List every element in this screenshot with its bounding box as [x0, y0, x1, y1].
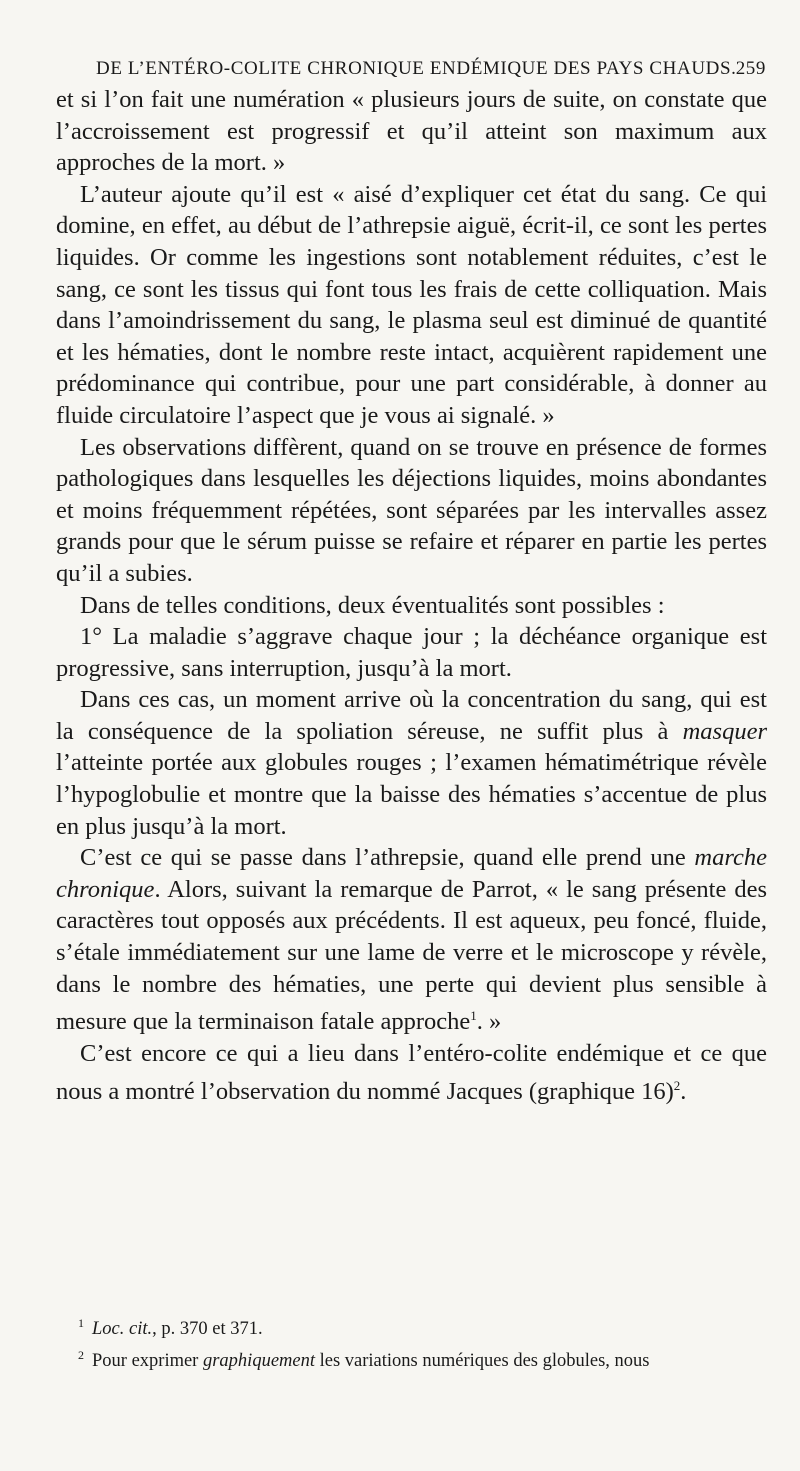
paragraph-2-text: L’auteur ajoute qu’il est « aisé d’expliquer cet état du sang. Ce qui domine, en effet, au début de l’athrepsie aiguë, écrit-il, ce sont les pertes liquides. Or comme les ingestions sont notablement réduites, c’est le sang, ce sont les tissus qui font tous les frais de cette colliquation. Mais dans l’amoindrissement du sang, le plasma seul est diminué de quantité et les hématies, dont le nombre reste intact, acquièrent rapidement une prédominance qui contribue, pour une part considérable, à donner au fluide circulatoire l’aspect que je vous ai signalé. » [56, 180, 767, 429]
footnote-2-before: Pour exprimer [92, 1351, 203, 1372]
paragraph-1: et si l’on fait une numération « plusieurs jours de suite, on constate que l’accroissement est progressif et qu’il atteint son maximum aux approches de la mort. » [56, 86, 767, 177]
footnote-mark: 1 [78, 1316, 84, 1330]
paragraph-6-emphasis: masquer [682, 717, 767, 745]
paragraph-2 [56, 179, 767, 432]
paragraph-4-text: Dans de telles conditions, deux éventualités sont possibles : [80, 591, 665, 619]
paragraph-6-before: Dans ces cas, un moment arrive où la concentration du sang, qui est la conséquence de la spoliation séreuse, ne suffit plus à [56, 686, 767, 745]
footnote-ref-2[interactable]: 2 [673, 1077, 681, 1093]
paragraph-7-after: . Alors, suivant la remarque de Parrot, « le sang présente des caractères tout opposés aux précédents. Il est aqueux, peu foncé, fluide, s’étale immédiatement sur une lame de verre et le microscope y révèle, dans le nombre des hématies, une perte qui devient plus sensible à mesure que la terminaison fatale approche [56, 875, 767, 1036]
footnote-mark: 2 [78, 1348, 84, 1363]
footnote-1 [56, 1310, 767, 1342]
footnote-2-emphasis: graphiquement [202, 1351, 315, 1372]
footnote-2-text: les variations numériques des globules, nous [315, 1351, 650, 1372]
running-head [96, 58, 766, 80]
paragraph-7-before: C’est ce qui se passe dans l’athrepsie, quand elle prend une [80, 844, 695, 872]
paragraph-4 [56, 590, 767, 622]
footnote-2 [56, 1342, 767, 1374]
paragraph-5-text: 1° La maladie s’aggrave chaque jour ; la déchéance organique est progressive, sans interruption, jusqu’à la mort. [56, 623, 767, 682]
paragraph-7-emphasis: marche chronique [56, 844, 767, 903]
paragraph-5 [56, 621, 767, 684]
paragraph-8-text: C’est encore ce qui a lieu dans l’entéro-colite endémique et ce que nous a montré l’observation du nommé Jacques (graphique 16) [56, 1039, 767, 1105]
footnote-ref-1[interactable]: 1 [470, 1008, 477, 1024]
running-head-title: DE L’ENTÉRO-COLITE CHRONIQUE ENDÉMIQUE DES PAYS CHAUDS. [96, 58, 737, 79]
paragraph-7 [56, 842, 767, 1038]
paragraph-3-text: Les observations diffèrent, quand on se trouve en présence de formes pathologiques dans lesquelles les déjections liquides, moins abondantes et moins fréquemment répétées, sont séparées par les intervalles assez grands pour que le sérum puisse se refaire et réparer en partie les pertes qu’il a subies. [56, 433, 767, 587]
paragraph-7-end: . » [476, 1008, 502, 1036]
paragraph-8 [56, 1038, 767, 1107]
footnotes [56, 1310, 767, 1374]
paragraph-6-after: l’atteinte portée aux globules rouges ; l’examen hématimétrique révèle l’hypoglobulie et montre que la baisse des hématies s’accentue de plus en plus jusqu’à la mort. [56, 749, 767, 840]
paragraph-6 [56, 684, 767, 842]
footnote-1-emphasis: Loc. cit. [92, 1319, 153, 1340]
body-text [56, 84, 767, 1107]
footnote-1-text: , p. 370 et 371. [152, 1319, 263, 1340]
paragraph-8-end: . [680, 1077, 687, 1105]
paragraph-3 [56, 432, 767, 590]
page-number: 259 [735, 58, 766, 79]
